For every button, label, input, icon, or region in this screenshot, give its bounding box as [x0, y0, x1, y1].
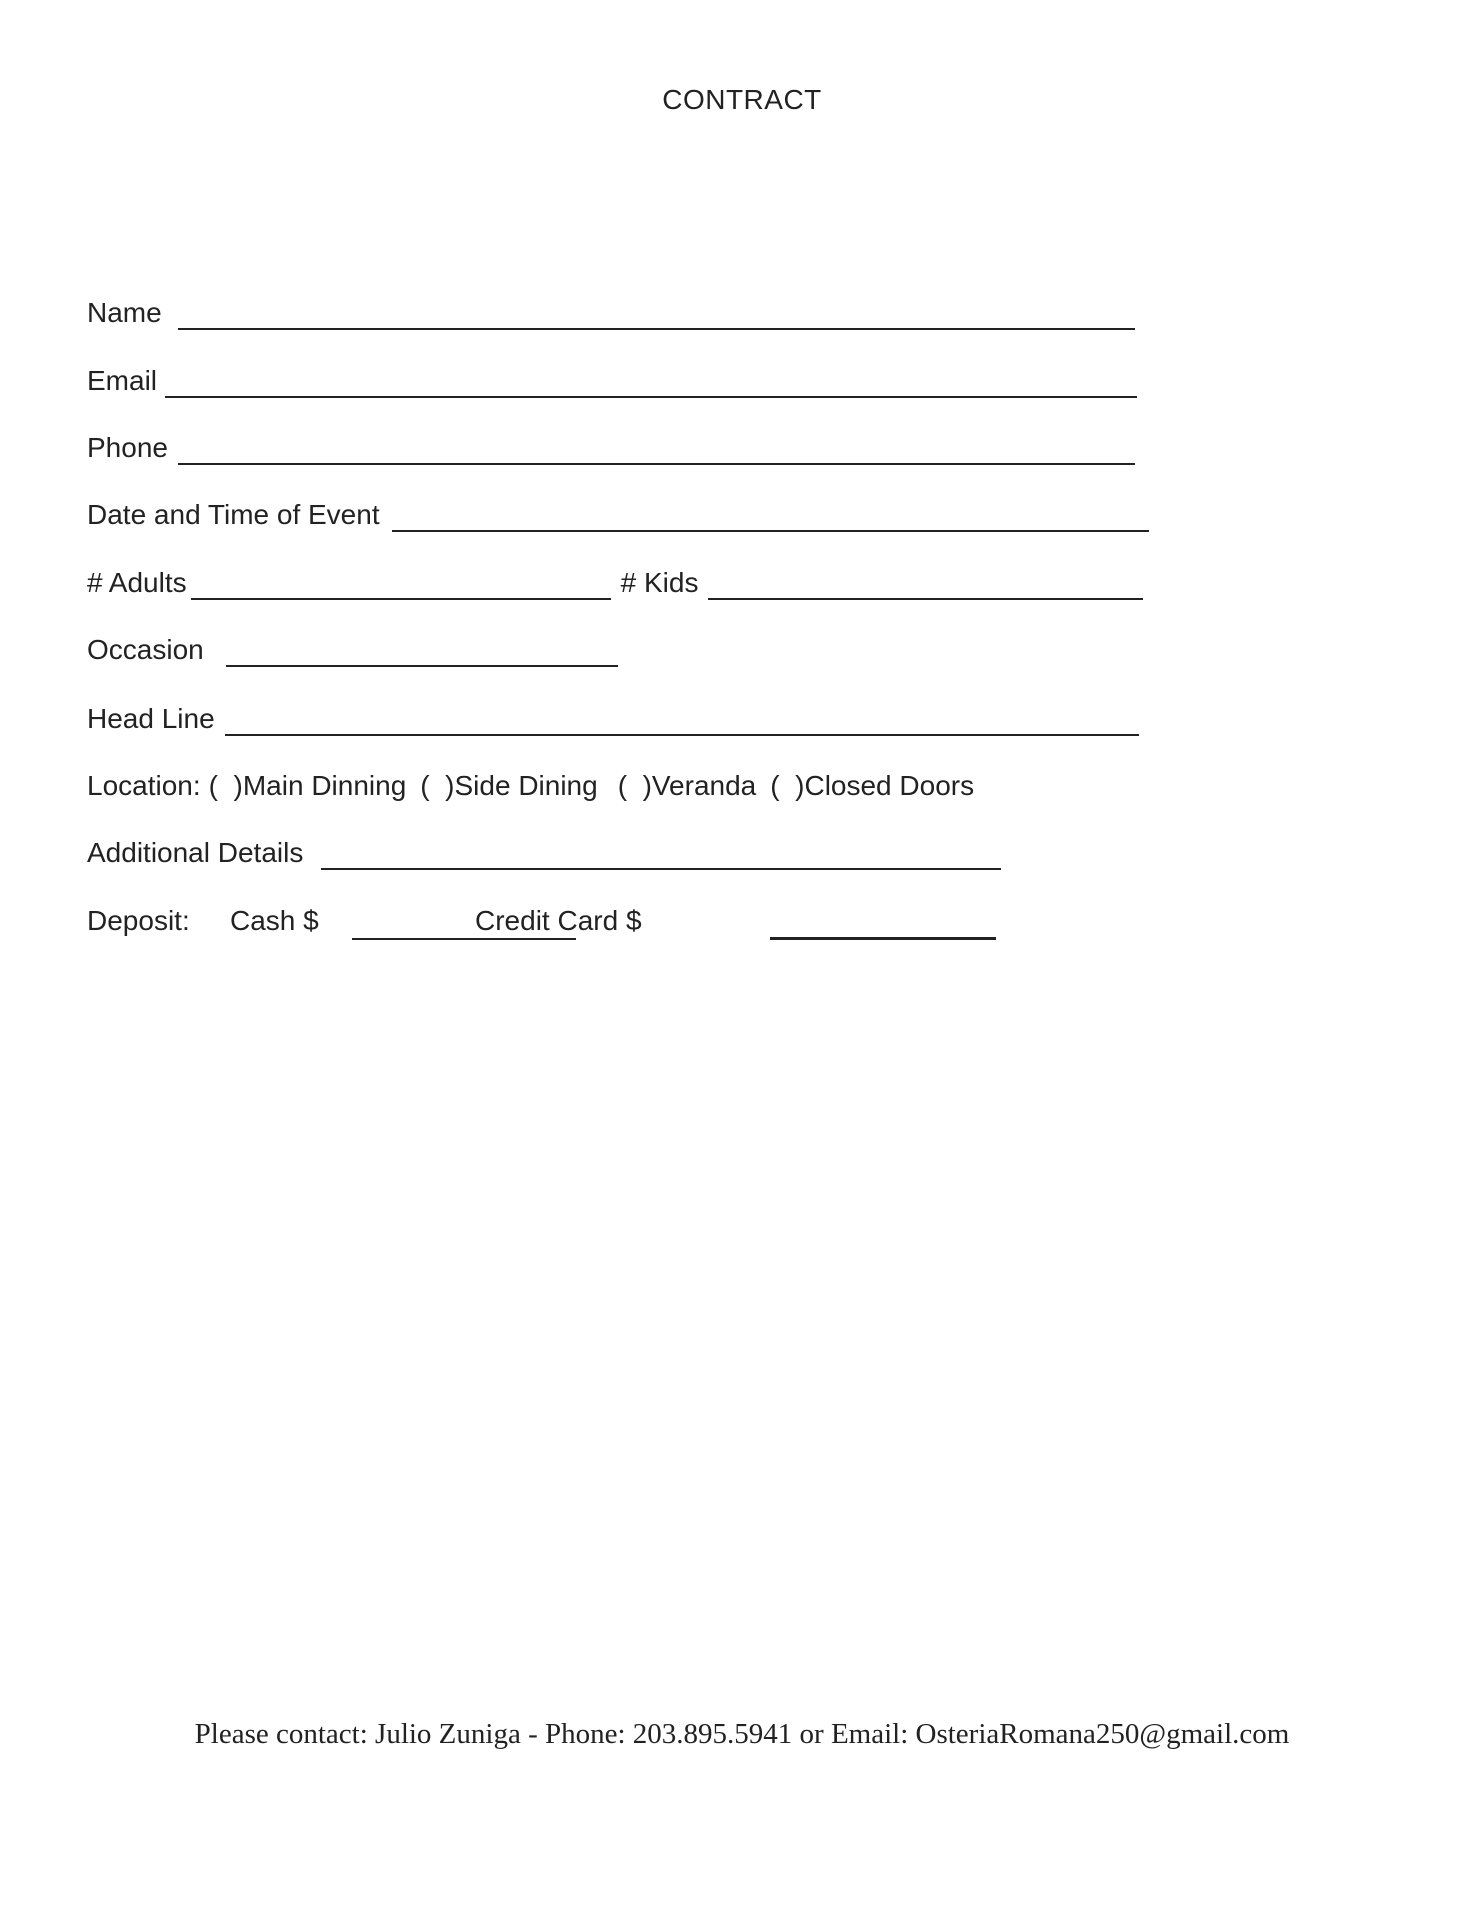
occasion-row — [87, 627, 618, 667]
location-label: Location: — [87, 770, 201, 801]
phone-label: Phone — [87, 432, 168, 463]
deposit-row — [87, 898, 1087, 942]
additional-details-label: Additional Details — [87, 837, 304, 868]
email-row — [87, 358, 1137, 398]
date-time-row — [87, 492, 1149, 532]
location-option-label: Closed Doors — [804, 770, 975, 801]
location-row — [87, 763, 974, 803]
head-line-field[interactable] — [225, 704, 1139, 736]
adults-label: # Adults — [87, 567, 187, 598]
contact-footer: Please contact: Julio Zuniga - Phone: 203.895.5941 or Email: OsteriaRomana250@gmail.com — [194, 1718, 1290, 1750]
occasion-field[interactable] — [226, 635, 618, 667]
location-option-label: Main Dinning — [242, 770, 407, 801]
name-row — [87, 290, 1135, 330]
kids-field[interactable] — [708, 568, 1143, 600]
guests-row — [87, 560, 1143, 600]
email-label: Email — [87, 365, 158, 396]
head-line-row — [87, 696, 1139, 736]
date-time-field[interactable] — [392, 500, 1149, 532]
additional-details-field[interactable] — [321, 838, 1001, 870]
email-field[interactable] — [165, 366, 1137, 398]
kids-label: # Kids — [620, 567, 699, 598]
occasion-label: Occasion — [87, 634, 204, 665]
name-field[interactable] — [178, 298, 1135, 330]
name-label: Name — [87, 297, 162, 328]
additional-details-row — [87, 830, 1001, 870]
head-line-label: Head Line — [87, 703, 215, 734]
deposit-label: Deposit: — [87, 905, 190, 936]
contract-title: CONTRACT — [662, 84, 822, 115]
phone-field[interactable] — [178, 433, 1135, 465]
location-option-label: Veranda — [651, 770, 757, 801]
location-option-main-dining[interactable]: ( )Main Dinning — [208, 770, 407, 801]
cash-label: Cash $ — [230, 905, 319, 936]
location-option-closed-doors[interactable]: ( )Closed Doors — [770, 770, 975, 801]
location-option-label: Side Dining — [454, 770, 598, 801]
phone-row — [87, 425, 1135, 465]
location-option-side-dining[interactable]: ( )Side Dining — [420, 770, 598, 801]
credit-card-amount-field[interactable] — [770, 907, 996, 940]
credit-card-label: Credit Card $ — [475, 905, 642, 936]
date-time-label: Date and Time of Event — [87, 499, 380, 530]
location-option-veranda[interactable]: ( )Veranda — [617, 770, 757, 801]
adults-field[interactable] — [191, 568, 611, 600]
